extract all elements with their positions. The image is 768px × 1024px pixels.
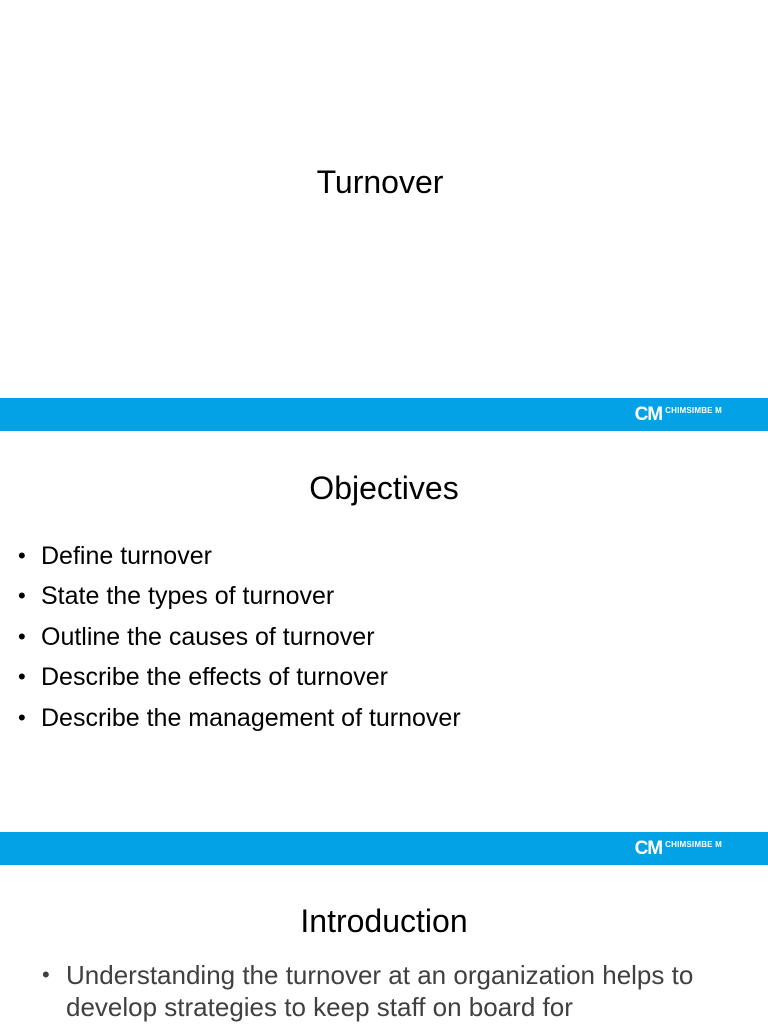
- list-item-text: Outline the causes of turnover: [41, 622, 375, 651]
- list-item-text: Define turnover: [41, 542, 212, 570]
- bullet-icon: •: [18, 543, 26, 568]
- slide-objectives: [0, 432, 768, 832]
- bullet-icon: •: [18, 583, 26, 609]
- logo-mark: CM: [634, 404, 663, 425]
- introduction-heading: Introduction: [300, 903, 468, 939]
- logo-text: CHIMSIMBE M: [665, 406, 722, 415]
- list-item: [18, 698, 461, 738]
- objectives-heading: Objectives: [309, 470, 459, 506]
- list-item: [42, 959, 752, 1023]
- list-item: [18, 617, 461, 657]
- list-item: [18, 657, 461, 697]
- introduction-list: [42, 959, 752, 1023]
- bullet-icon: •: [18, 623, 26, 649]
- list-item-text: Describe the effects of turnover: [41, 663, 388, 692]
- list-item-text: State the types of turnover: [41, 582, 335, 611]
- slide-footer-band: [0, 398, 768, 431]
- logo-text: CHIMSIMBE M: [665, 840, 722, 849]
- list-item: [18, 576, 461, 616]
- slide-title-heading: Turnover: [316, 164, 444, 200]
- list-item: [18, 536, 461, 576]
- list-item-text: Understanding the turnover at an organization helps to develop strategies to keep staff on board for: [66, 960, 694, 1022]
- slide-footer-band: [0, 832, 768, 865]
- list-item-text: Describe the management of turnover: [41, 703, 461, 732]
- chimsimbe-logo: [635, 838, 722, 858]
- logo-mark: CM: [634, 838, 663, 859]
- chimsimbe-logo: [635, 404, 722, 424]
- slide-introduction: [0, 865, 768, 1024]
- slide-title: [0, 0, 768, 398]
- objectives-list: [18, 536, 461, 738]
- bullet-icon: •: [18, 664, 26, 690]
- bullet-icon: •: [42, 962, 50, 987]
- bullet-icon: •: [18, 704, 26, 730]
